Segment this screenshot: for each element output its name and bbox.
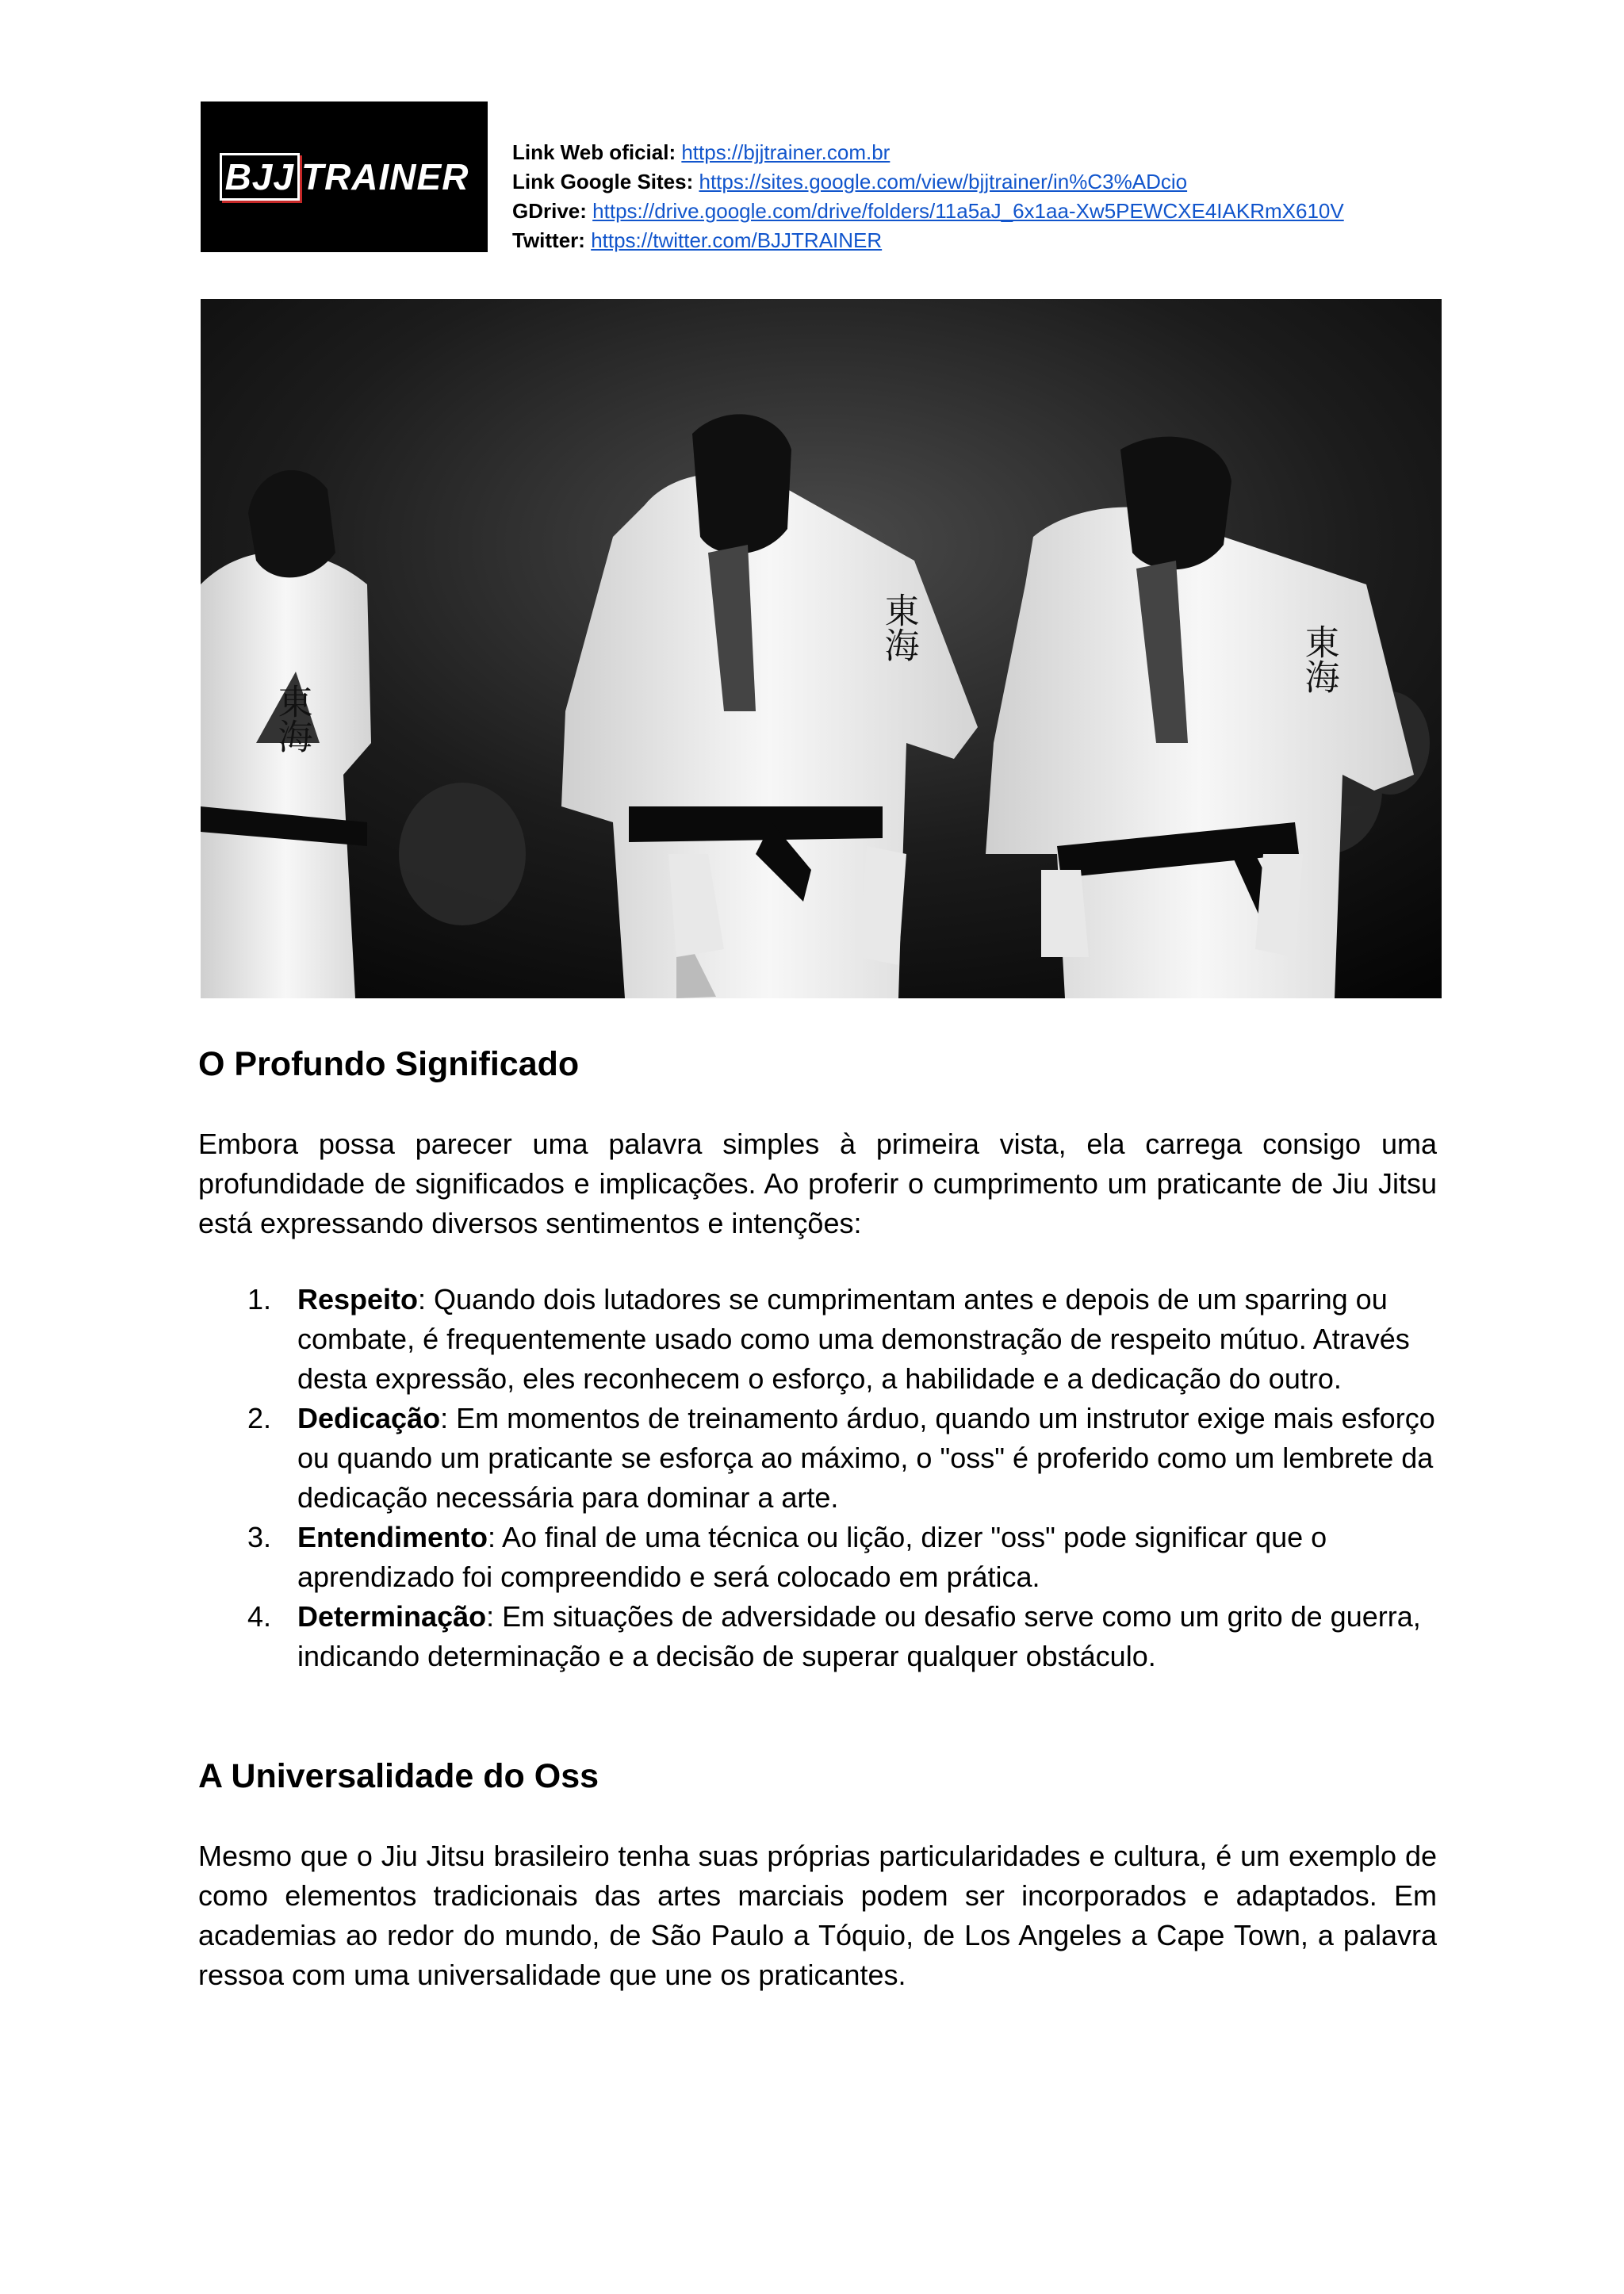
- section-title-significado: O Profundo Significado: [198, 1045, 580, 1083]
- kanji-right: 東海: [1298, 624, 1339, 694]
- link-twitter[interactable]: https://twitter.com/BJJTRAINER: [591, 228, 883, 252]
- logo-text: [220, 153, 469, 201]
- logo-text-a: BJJ: [220, 153, 300, 201]
- meanings-list: [198, 1280, 1437, 1676]
- list-text: : Em situações de adversidade ou desafio serve como um grito de guerra, indicando determinação e a decisão de superar qualquer obstáculo.: [297, 1600, 1421, 1672]
- list-item: [198, 1518, 1437, 1597]
- kanji-left: 東海: [271, 684, 312, 753]
- list-text: : Em momentos de treinamento árduo, quando um instrutor exige mais esforço ou quando um praticante se esforça ao máximo, o "oss" é proferido como um lembrete da dedicação necessária para dominar a arte.: [297, 1402, 1435, 1514]
- list-text: : Ao final de uma técnica ou lição, dizer "oss" pode significar que o aprendizado foi compreendido e será colocado em prática.: [297, 1521, 1327, 1593]
- logo: [201, 101, 488, 252]
- list-number: 4.: [247, 1600, 272, 1633]
- link-label: GDrive:: [512, 199, 587, 223]
- list-number: 2.: [247, 1402, 272, 1434]
- link-row-sites: [512, 167, 1344, 197]
- list-number: 3.: [247, 1521, 272, 1553]
- judo-photo-illustration: [201, 299, 1442, 998]
- list-term: Dedicação: [297, 1402, 441, 1434]
- intro-paragraph: Embora possa parecer uma palavra simples à primeira vista, ela carrega consigo uma profundidade de significados e implicações. Ao proferir o cumprimento um praticante de Jiu Jitsu está expressando diversos sentimentos e intenções:: [198, 1128, 1437, 1239]
- list-item: [198, 1597, 1437, 1676]
- list-text: : Quando dois lutadores se cumprimentam antes e depois de um sparring ou combate, é frequentemente usado como uma demonstração de respeito mútuo. Através desta expressão, eles reconhecem o esforço, a habilidade e a dedicação do outro.: [297, 1283, 1410, 1395]
- section-title-universalidade: A Universalidade do Oss: [198, 1757, 599, 1795]
- link-label: Twitter:: [512, 228, 585, 252]
- list-term: Entendimento: [297, 1521, 488, 1553]
- logo-text-b: TRAINER: [301, 156, 469, 197]
- list-term: Respeito: [297, 1283, 419, 1316]
- kanji-middle: 東海: [878, 592, 919, 662]
- link-row-web: [512, 138, 1344, 167]
- universalidade-paragraph: Mesmo que o Jiu Jitsu brasileiro tenha suas próprias particularidades e cultura, é um exemplo de como elementos tradicionais das artes marciais podem ser incorporados e adaptados. Em academias ao redor do mundo, de São Paulo a Tóquio, de Los Angeles a Cape Town, a palavra ressoa com uma universalidade que une os praticantes.: [198, 1840, 1437, 1991]
- header-links: [512, 138, 1344, 255]
- link-label: Link Web oficial:: [512, 140, 676, 164]
- link-gdrive[interactable]: https://drive.google.com/drive/folders/11a5aJ_6x1aa-Xw5PEWCXE4IAKRmX610V: [592, 199, 1344, 223]
- link-google-sites[interactable]: https://sites.google.com/view/bjjtrainer/in%C3%ADcio: [699, 170, 1188, 193]
- list-item: [198, 1399, 1437, 1518]
- list-term: Determinação: [297, 1600, 487, 1633]
- link-label: Link Google Sites:: [512, 170, 694, 193]
- link-row-twitter: [512, 226, 1344, 255]
- list-item: [198, 1280, 1437, 1399]
- link-web[interactable]: https://bjjtrainer.com.br: [681, 140, 891, 164]
- judo-bow-photo: [201, 299, 1442, 998]
- list-number: 1.: [247, 1283, 272, 1316]
- link-row-gdrive: [512, 197, 1344, 226]
